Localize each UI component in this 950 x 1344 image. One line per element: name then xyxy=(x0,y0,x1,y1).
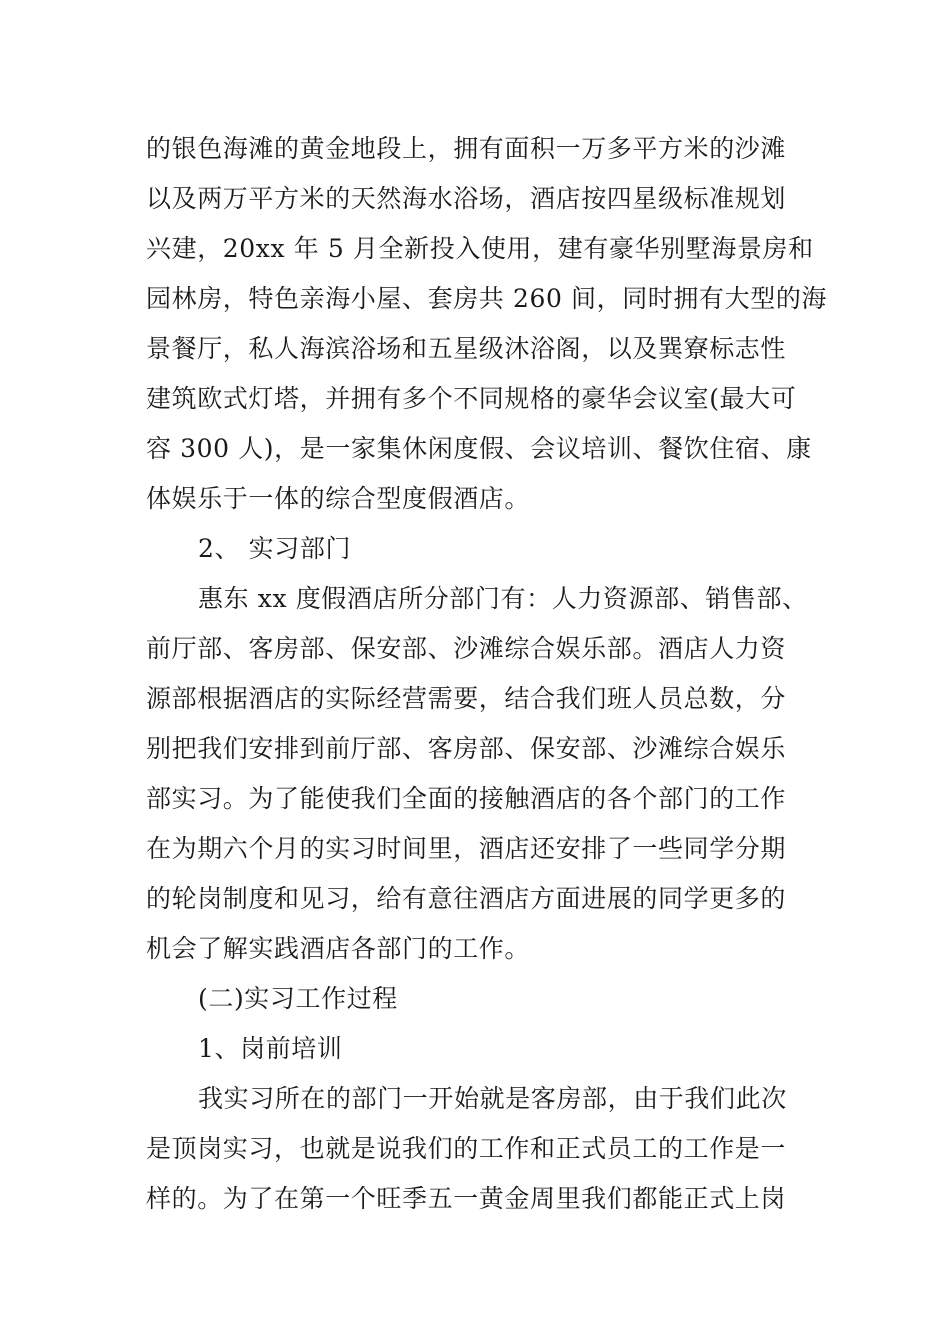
text-line: 建筑欧式灯塔，并拥有多个不同规格的豪华会议室(最大可 xyxy=(146,384,797,413)
text-line: 的轮岗制度和见习，给有意往酒店方面进展的同学更多的 xyxy=(146,884,787,913)
text-line: 我实习所在的部门一开始就是客房部，由于我们此次 xyxy=(198,1084,787,1113)
text-line: 前厅部、客房部、保安部、沙滩综合娱乐部。酒店人力资 xyxy=(146,634,787,663)
text-line: 在为期六个月的实习时间里，酒店还安排了一些同学分期 xyxy=(146,834,787,863)
text-line: 体娱乐于一体的综合型度假酒店。 xyxy=(146,484,531,513)
text-line: 兴建，20xx 年 5 月全新投入使用，建有豪华别墅海景房和 xyxy=(146,234,814,263)
section-heading: 1、岗前培训 xyxy=(198,1034,343,1063)
text-line: 惠东 xx 度假酒店所分部门有：人力资源部、销售部、 xyxy=(198,584,808,613)
section-heading: (二)实习工作过程 xyxy=(198,984,398,1013)
text-line: 以及两万平方米的天然海水浴场，酒店按四星级标准规划 xyxy=(146,184,787,213)
text-line: 别把我们安排到前厅部、客房部、保安部、沙滩综合娱乐 xyxy=(146,734,787,763)
section-heading: 2、 实习部门 xyxy=(198,534,352,563)
text-line: 容 300 人)，是一家集休闲度假、会议培训、餐饮住宿、康 xyxy=(146,434,812,463)
text-line: 机会了解实践酒店各部门的工作。 xyxy=(146,934,531,963)
text-line: 样的。为了在第一个旺季五一黄金周里我们都能正式上岗 xyxy=(146,1184,787,1213)
text-line: 部实习。为了能使我们全面的接触酒店的各个部门的工作 xyxy=(146,784,787,813)
text-line: 是顶岗实习，也就是说我们的工作和正式员工的工作是一 xyxy=(146,1134,787,1163)
text-line: 的银色海滩的黄金地段上，拥有面积一万多平方米的沙滩 xyxy=(146,134,787,163)
text-line: 景餐厅，私人海滨浴场和五星级沐浴阁，以及巽寮标志性 xyxy=(146,334,787,363)
text-line: 源部根据酒店的实际经营需要，结合我们班人员总数，分 xyxy=(146,684,787,713)
text-line: 园林房，特色亲海小屋、套房共 260 间，同时拥有大型的海 xyxy=(146,284,828,313)
